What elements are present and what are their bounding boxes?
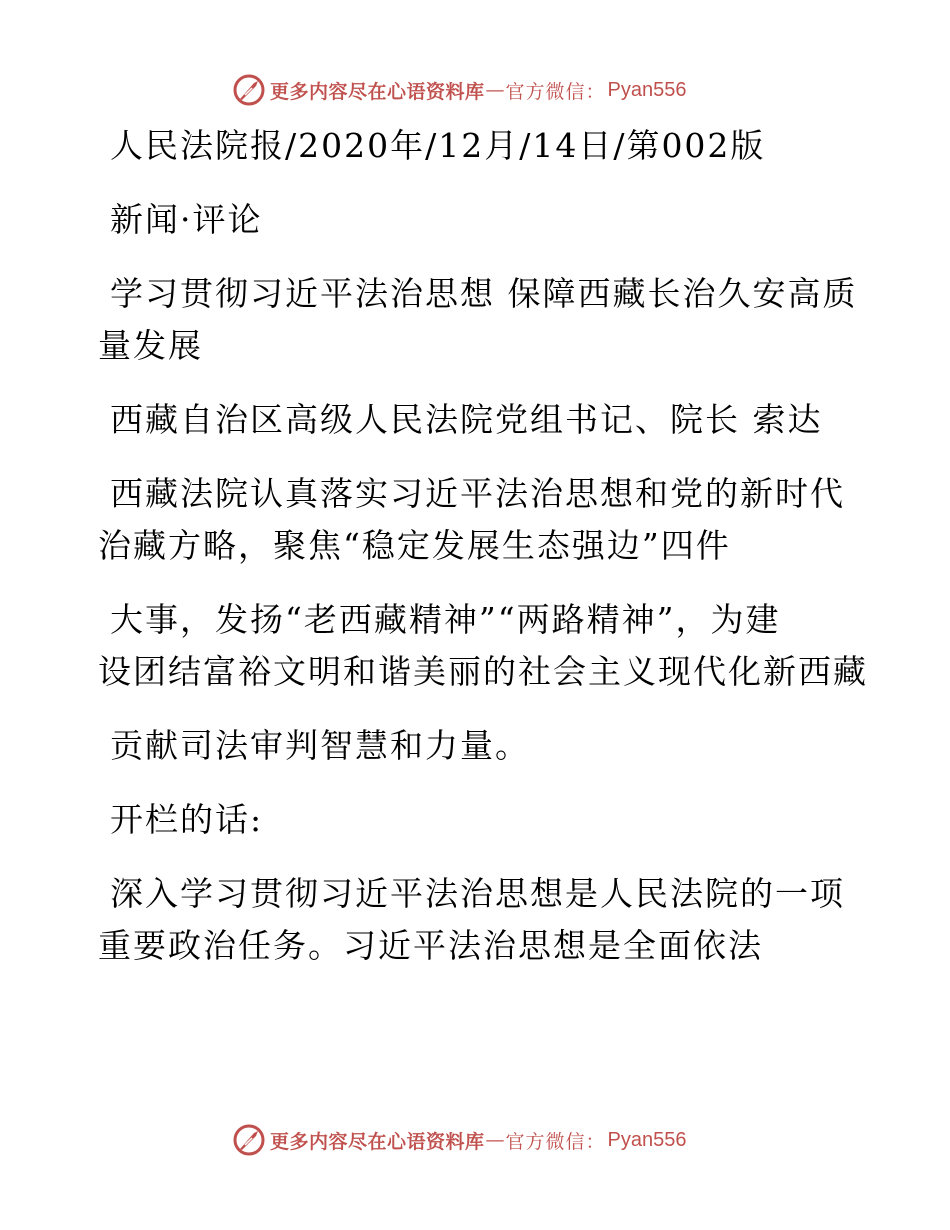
quill-pen-logo-icon	[232, 73, 266, 107]
banner-wechat-label: 官方微信：	[505, 80, 606, 103]
section-label: 新闻·评论	[110, 200, 263, 239]
banner-separator: —	[485, 79, 505, 101]
banner-wechat-id: Pyan556	[607, 78, 687, 101]
summary-paragraph-1-line-1: 西藏法院认真落实习近平法治思想和党的新时代	[110, 474, 845, 513]
dateline: 人民法院报/2020年/12月/14日/第002版	[110, 126, 766, 165]
summary-paragraph-2-line-1: 大事，发扬“老西藏精神”“两路精神”，为建	[110, 600, 781, 639]
document-body	[98, 120, 898, 972]
summary-paragraph-1-line-2: 治藏方略，聚焦“稳定发展生态强边”四件	[98, 526, 731, 565]
footer-watermark-banner	[232, 1122, 687, 1158]
banner-slogan: 更多内容尽在心语资料库	[270, 1130, 485, 1153]
banner-wechat-label: 官方微信：	[505, 1130, 606, 1153]
summary-paragraph-3: 贡献司法审判智慧和力量。	[110, 726, 530, 765]
body-paragraph-line-1: 深入学习贯彻习近平法治思想是人民法院的一项	[110, 874, 845, 913]
quill-pen-logo-icon	[232, 1123, 266, 1157]
summary-paragraph-2-line-2: 设团结富裕文明和谐美丽的社会主义现代化新西藏	[98, 652, 868, 691]
column-intro-heading: 开栏的话:	[110, 800, 264, 839]
body-paragraph-line-2: 重要政治任务。习近平法治思想是全面依法	[98, 926, 763, 965]
banner-slogan: 更多内容尽在心语资料库	[270, 80, 485, 103]
author-line: 西藏自治区高级人民法院党组书记、院长 索达	[110, 400, 823, 439]
article-title-line-2: 量发展	[98, 326, 203, 365]
article-title-line-1: 学习贯彻习近平法治思想 保障西藏长治久安高质	[110, 274, 858, 313]
banner-separator: —	[485, 1129, 505, 1151]
header-watermark-banner	[232, 72, 687, 108]
banner-wechat-id: Pyan556	[607, 1128, 687, 1151]
